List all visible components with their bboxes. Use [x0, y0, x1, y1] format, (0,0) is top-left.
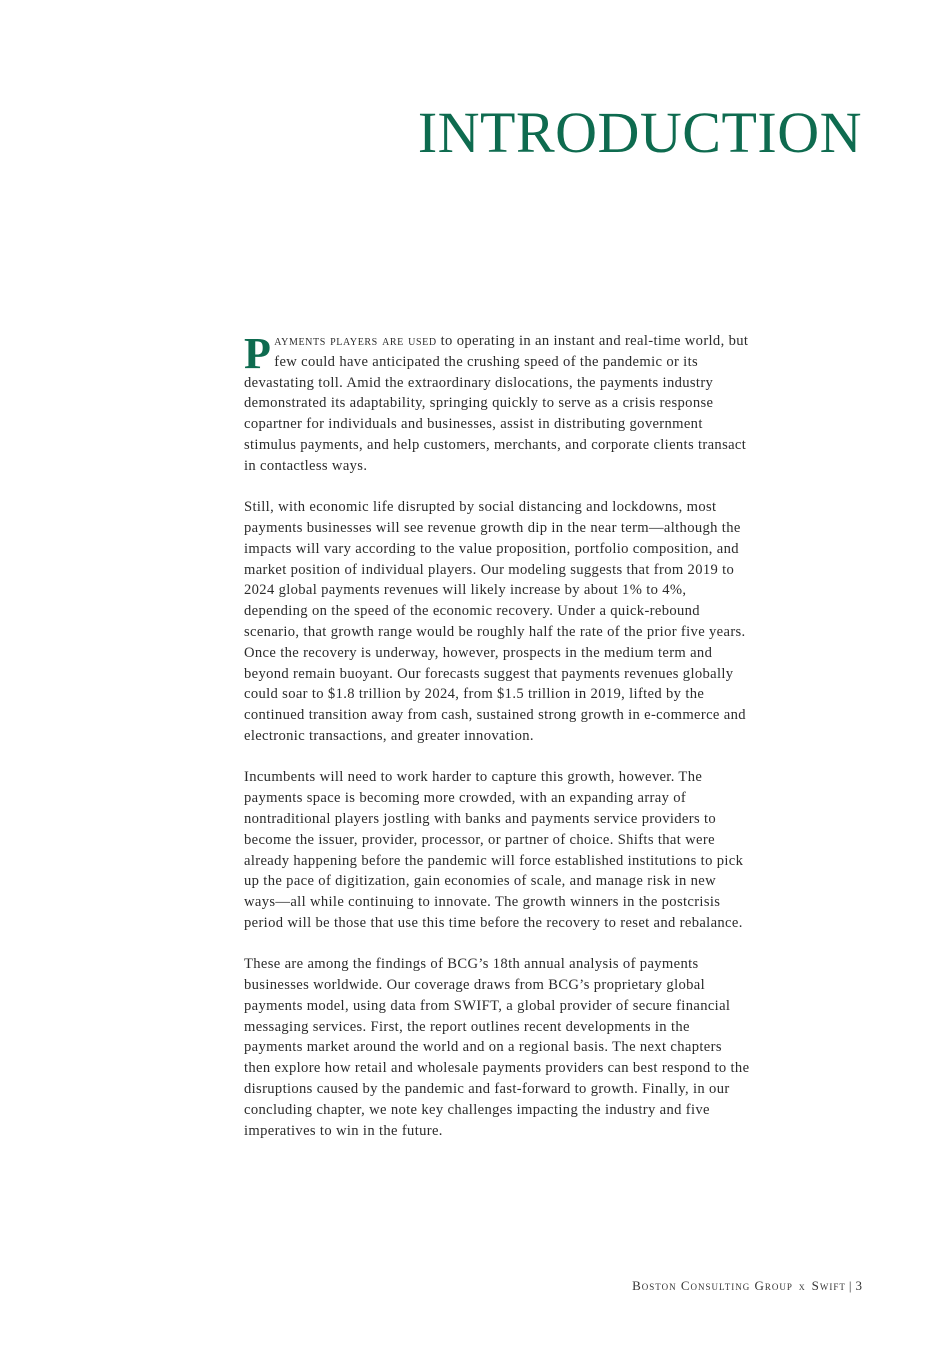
drop-cap: P — [244, 329, 272, 378]
footer-partner: Swift — [811, 1278, 846, 1293]
page-number: 3 — [855, 1278, 863, 1293]
page-title: INTRODUCTION — [417, 100, 862, 165]
body-text — [244, 331, 750, 1162]
intro-paragraph — [244, 331, 750, 477]
page-footer — [632, 1278, 863, 1294]
lead-in-smallcaps: ayments players are used — [274, 333, 437, 349]
footer-divider: | — [848, 1278, 853, 1293]
intro-text: to operating in an instant and real-time world, but few could have anticipated the crushing speed of the pandemic or its devastating toll. Amid the extraordinary dislocations, the payments industry demonstrated its adaptability, springing quickly to serve as a crisis response copartner for individuals and businesses, assist in distributing government stimulus payments, and help customers, merchants, and corporate clients transact in contactless ways. — [244, 333, 749, 474]
footer-separator: x — [798, 1281, 806, 1293]
paragraph-outlook: Still, with economic life disrupted by social distancing and lockdowns, most payments businesses will see revenue growth dip in the near term—although the impacts will vary according to the value proposition, portfolio composition, and market position of individual players. Our modeling suggests that from 2019 to 2024 global payments revenues will likely increase by about 1% to 4%, depending on the speed of the economic recovery. Under a quick-rebound scenario, that growth range would be roughly half the rate of the prior five years. Once the recovery is underway, however, prospects in the medium term and beyond remain buoyant. Our forecasts suggest that payments revenues globally could soar to $1.8 trillion by 2024, from $1.5 trillion in 2019, lifted by the continued transition away from cash, sustained strong growth in e-commerce and electronic transactions, and greater innovation. — [244, 499, 746, 744]
paragraph-findings: These are among the findings of BCG’s 18th annual analysis of payments businesses worldwide. Our coverage draws from BCG’s proprietary global payments model, using data from SWIFT, a global provider of secure financial messaging services. First, the report outlines recent developments in the payments market around the world and on a regional basis. The next chapters then explore how retail and wholesale payments providers can best respond to the disruptions caused by the pandemic and fast-forward to growth. Finally, in our concluding chapter, we note key challenges impacting the industry and five imperatives to win in the future. — [244, 956, 750, 1139]
footer-publisher: Boston Consulting Group — [632, 1278, 793, 1293]
paragraph-incumbents: Incumbents will need to work harder to capture this growth, however. The payments space is becoming more crowded, with an expanding array of nontraditional players jostling with banks and payments service providers to become the issuer, provider, processor, or partner of choice. Shifts that were already happening before the pandemic will force established institutions to pick up the pace of digitization, gain economies of scale, and manage risk in new ways—all while continuing to innovate. The growth winners in the postcrisis period will be those that use this time before the recovery to reset and rebalance. — [244, 769, 744, 931]
